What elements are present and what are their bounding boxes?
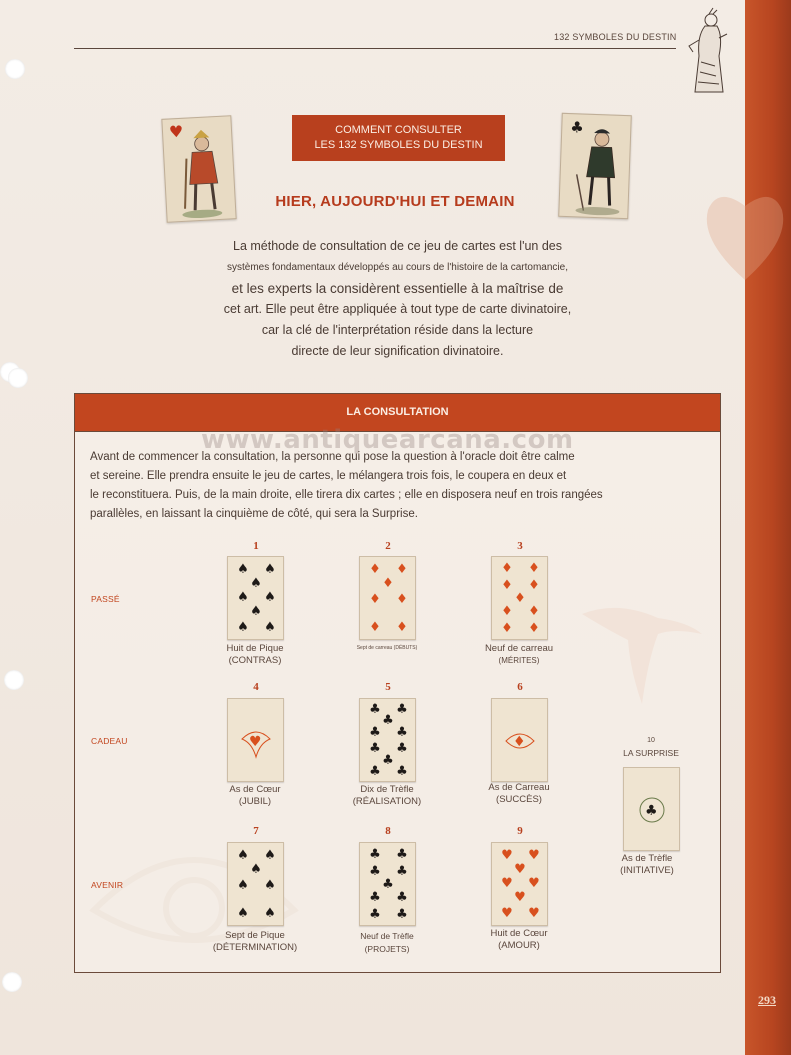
card-number: 3	[517, 540, 523, 552]
spade-icon: ♠	[237, 906, 249, 921]
card-caption	[205, 643, 305, 667]
surprise-title: LA SURPRISE	[623, 748, 679, 758]
intro-line: et les experts la considèrent essentielle à la maîtrise de	[231, 281, 564, 296]
row-label-future: AVENIR	[91, 880, 124, 890]
page-edge-strip	[745, 0, 791, 1055]
club-icon: ♣	[369, 741, 381, 756]
spade-icon: ♠	[264, 848, 276, 863]
spade-icon: ♠	[237, 878, 249, 893]
intro-line: cet art. Elle peut être appliquée à tout type de carte divinatoire,	[223, 302, 572, 316]
card-number: 2	[385, 540, 391, 552]
card-number: 1	[253, 540, 259, 552]
club-icon: ♣	[382, 753, 394, 768]
card-caption	[597, 853, 697, 877]
card-keyword: (MÉRITES)	[498, 656, 540, 665]
intro-paragraph	[205, 236, 590, 362]
club-icon: ♣	[369, 907, 381, 922]
card-name: Sept de carreau (DÉBUTS)	[356, 645, 418, 651]
diamond-icon: ♦	[528, 561, 540, 576]
card-caption	[337, 645, 437, 651]
card-keyword: (CONTRAS)	[228, 655, 282, 666]
seven-of-spades-card	[227, 842, 284, 926]
card-caption	[205, 784, 305, 808]
intro-line: directe de leur signification divinatoire.	[291, 344, 504, 358]
card-name: Neuf de Trèfle	[360, 931, 414, 941]
title-line-2: LES 132 SYMBOLES DU DESTIN	[314, 139, 483, 151]
heart-icon: ♥	[528, 906, 540, 921]
nine-of-clubs-card	[359, 842, 416, 926]
club-icon: ♣	[396, 702, 408, 717]
spade-icon: ♠	[250, 604, 262, 619]
binder-hole	[5, 59, 25, 79]
svg-text:♦: ♦	[513, 734, 526, 750]
diamond-icon: ♦	[528, 578, 540, 593]
header-rule	[74, 48, 676, 49]
svg-text:♥: ♥	[168, 121, 184, 142]
watermark: www.antiquearcana.com	[201, 425, 574, 455]
svg-text:♣: ♣	[570, 118, 585, 137]
club-icon: ♣	[396, 741, 408, 756]
card-number: 5	[385, 681, 391, 693]
eight-of-hearts-card	[491, 842, 548, 926]
card-number: 7	[253, 825, 259, 837]
heart-icon	[700, 180, 790, 290]
diamond-icon: ♦	[369, 562, 381, 577]
card-name: As de Trèfle	[621, 853, 673, 864]
svg-text:♣: ♣	[645, 803, 658, 819]
card-name: Neuf de carreau	[484, 643, 554, 654]
card-keyword: (PROJETS)	[364, 944, 410, 954]
heart-icon: ♥	[528, 848, 540, 863]
card-caption	[469, 928, 569, 952]
nine-of-diamonds-card	[491, 556, 548, 640]
club-icon: ♣	[369, 702, 381, 717]
spade-icon: ♠	[250, 576, 262, 591]
heart-icon: ♥	[501, 876, 513, 891]
consultation-text	[90, 448, 660, 524]
surprise-number: 10	[647, 737, 655, 744]
club-ornament-icon	[634, 786, 670, 832]
ace-of-hearts-card	[227, 698, 284, 782]
club-icon: ♣	[382, 877, 394, 892]
running-head: 132 SYMBOLES DU DESTIN	[554, 32, 677, 42]
spade-icon: ♠	[264, 878, 276, 893]
panel-heading: LA CONSULTATION	[346, 406, 449, 418]
diamond-icon: ♦	[528, 604, 540, 619]
binder-hole	[8, 368, 28, 388]
text-line: parallèles, en laissant la cinquième de côté, qui sera la Surprise.	[90, 508, 418, 520]
club-icon: ♣	[369, 847, 381, 862]
text-line: et sereine. Elle prendra ensuite le jeu de cartes, le mélangera trois fois, le coupera en deux et	[90, 470, 567, 482]
text-line: Avant de commencer la consultation, la personne qui pose la question à l'oracle doit être calme	[90, 451, 575, 463]
club-icon: ♣	[369, 725, 381, 740]
card-keyword: (SUCCÈS)	[496, 794, 542, 805]
spade-icon: ♠	[237, 848, 249, 863]
binder-hole	[2, 972, 22, 992]
page-number: 293	[758, 993, 776, 1007]
surprise-header	[611, 735, 691, 759]
diamond-icon: ♦	[382, 576, 394, 591]
card-keyword: (DÉTERMINATION)	[212, 942, 298, 953]
diamond-icon: ♦	[501, 621, 513, 636]
row-label-gift: CADEAU	[91, 736, 128, 746]
card-caption	[469, 782, 569, 806]
card-name: As de Cœur	[229, 784, 281, 795]
club-icon: ♣	[369, 764, 381, 779]
club-icon: ♣	[396, 907, 408, 922]
heart-icon: ♥	[514, 890, 526, 905]
card-name: Huit de Pique	[226, 643, 284, 654]
club-icon: ♣	[396, 847, 408, 862]
jack-of-clubs-illustration	[558, 113, 632, 219]
heart-ornament-icon	[238, 717, 274, 763]
card-number: 8	[385, 825, 391, 837]
diamond-icon: ♦	[396, 592, 408, 607]
king-of-hearts-illustration	[161, 115, 236, 223]
diamond-icon: ♦	[514, 591, 526, 606]
card-caption	[469, 643, 569, 667]
spade-icon: ♠	[237, 562, 249, 577]
club-icon: ♣	[396, 764, 408, 779]
ace-of-clubs-card	[623, 767, 680, 851]
spade-icon: ♠	[250, 862, 262, 877]
seven-of-diamonds-card	[359, 556, 416, 640]
diamond-icon: ♦	[369, 592, 381, 607]
diamond-icon: ♦	[369, 620, 381, 635]
card-keyword: (JUBIL)	[238, 796, 272, 807]
club-icon: ♣	[396, 890, 408, 905]
spade-icon: ♠	[264, 590, 276, 605]
diamond-ornament-icon	[502, 717, 538, 763]
card-caption	[205, 930, 305, 954]
card-number: 9	[517, 825, 523, 837]
club-icon: ♣	[369, 890, 381, 905]
club-icon: ♣	[369, 864, 381, 879]
club-icon: ♣	[396, 864, 408, 879]
card-caption	[337, 930, 437, 955]
ten-of-clubs-card	[359, 698, 416, 782]
heart-icon: ♥	[501, 848, 513, 863]
club-icon: ♣	[382, 713, 394, 728]
spade-icon: ♠	[264, 906, 276, 921]
heart-icon: ♥	[501, 906, 513, 921]
club-icon: ♣	[396, 725, 408, 740]
spade-icon: ♠	[264, 562, 276, 577]
spade-icon: ♠	[264, 620, 276, 635]
saint-figure-illustration	[683, 6, 733, 98]
ace-of-diamonds-card	[491, 698, 548, 782]
svg-text:♥: ♥	[249, 734, 262, 750]
card-keyword: (RÉALISATION)	[352, 796, 422, 807]
heart-icon: ♥	[528, 876, 540, 891]
card-caption	[337, 784, 437, 808]
diamond-icon: ♦	[501, 604, 513, 619]
consultation-panel	[74, 393, 721, 973]
card-name: As de Carreau	[488, 782, 550, 793]
eight-of-spades-card	[227, 556, 284, 640]
diamond-icon: ♦	[501, 578, 513, 593]
card-number: 4	[253, 681, 259, 693]
intro-line: car la clé de l'interprétation réside dans la lecture	[261, 323, 534, 337]
diamond-icon: ♦	[396, 620, 408, 635]
binder-hole	[4, 670, 24, 690]
card-name: Dix de Trèfle	[360, 784, 414, 795]
section-title-box	[292, 115, 505, 161]
diamond-icon: ♦	[528, 621, 540, 636]
spade-icon: ♠	[237, 590, 249, 605]
subtitle: HIER, AUJOURD'HUI ET DEMAIN	[275, 193, 515, 210]
intro-line: systèmes fondamentaux développés au cours de l'histoire de la cartomancie,	[227, 262, 568, 273]
row-label-past: PASSÉ	[91, 594, 120, 604]
card-keyword: (AMOUR)	[498, 940, 540, 951]
card-number: 6	[517, 681, 523, 693]
card-keyword: (INITIATIVE)	[620, 865, 674, 876]
card-name: Huit de Cœur	[490, 928, 548, 939]
title-line-1: COMMENT CONSULTER	[335, 124, 462, 136]
diamond-icon: ♦	[396, 562, 408, 577]
intro-line: La méthode de consultation de ce jeu de cartes est l'un des	[233, 239, 562, 253]
spade-icon: ♠	[237, 620, 249, 635]
heart-icon: ♥	[514, 862, 526, 877]
text-line: le reconstituera. Puis, de la main droite, elle tirera dix cartes ; elle en disposera neuf en trois rangées	[90, 489, 603, 501]
card-name: Sept de Pique	[225, 930, 285, 941]
diamond-icon: ♦	[501, 561, 513, 576]
